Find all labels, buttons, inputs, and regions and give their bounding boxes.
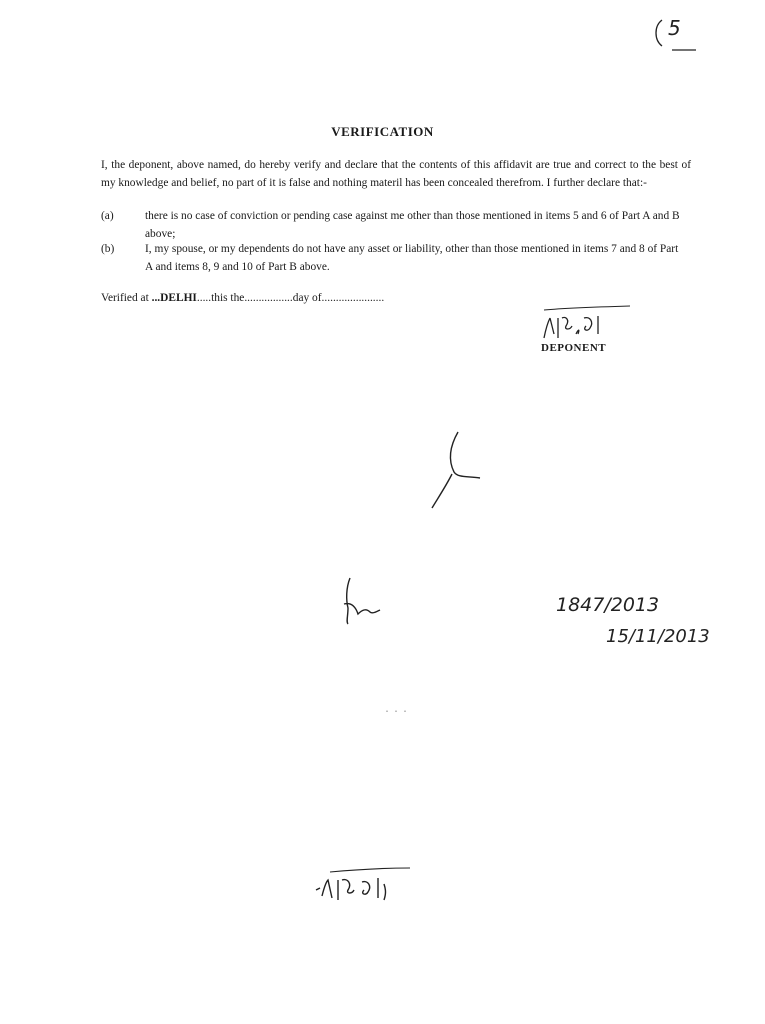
verified-middle: .....this the....	[196, 292, 256, 304]
item-text: there is no case of conviction or pending case against me other than those mentioned in items 5 and 6 of Part A and B above;	[145, 210, 680, 240]
verification-line	[101, 292, 384, 304]
verified-day-blank: .............	[255, 292, 293, 304]
item-label: (a)	[101, 210, 114, 222]
page-number-text: 5	[668, 16, 681, 40]
item-text: I, my spouse, or my dependents do not have any asset or liability, other than those mentioned in items 7 and 8 of Part A and items 8, 9 and 10 of Part B above.	[145, 243, 679, 273]
handwritten-date: 15/11/2013	[606, 626, 710, 647]
verified-place: ...DELHI	[151, 292, 197, 304]
diary-number: 1847/2013	[556, 594, 660, 616]
item-label: (b)	[101, 243, 115, 255]
page-number-circle	[652, 12, 702, 54]
deponent-label: DEPONENT	[541, 342, 607, 354]
document-title: VERIFICATION	[331, 124, 434, 139]
faint-stamp-marks: ...	[384, 704, 412, 715]
bottom-signature	[312, 862, 412, 912]
officer-initials	[428, 428, 498, 512]
declaration-paragraph: I, the deponent, above named, do hereby verify and declare that the contents of this affidavit are true and correct to the best of my knowledge and belief, no part of it is false and nothing materil has been concealed therefrom. I further declare that:-	[101, 159, 691, 189]
verified-suffix: day of......................	[292, 292, 385, 304]
deponent-signature	[536, 304, 636, 344]
attesting-signature	[338, 574, 388, 626]
verified-prefix: Verified at	[101, 292, 152, 304]
